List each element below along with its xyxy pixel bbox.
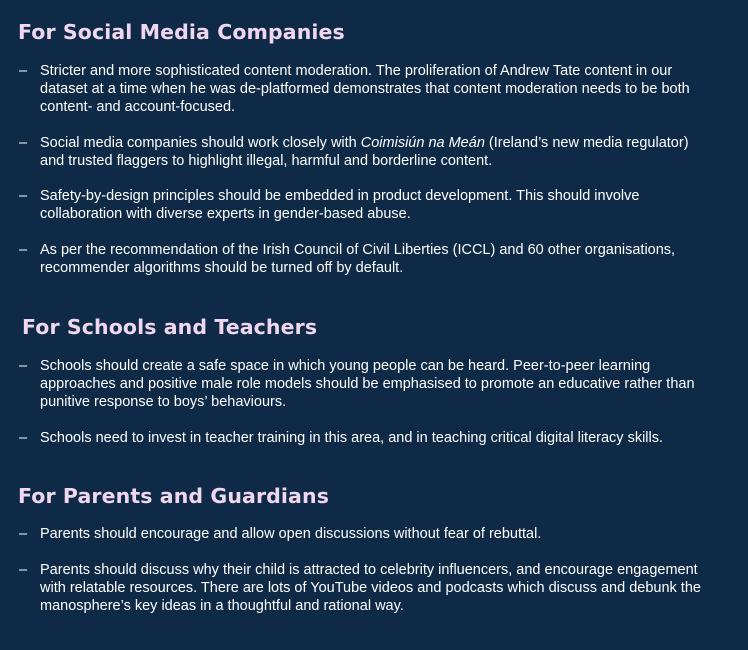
section-social-media: [0, 19, 748, 277]
list-item: [0, 525, 748, 543]
recommendation-list: [0, 357, 748, 447]
list-item-text-start: Social media companies should work closely with: [40, 134, 361, 151]
dash-bullet: –: [19, 526, 28, 542]
list-item-text: As per the recommendation of the Irish Council of Civil Liberties (ICCL) and 60 other organisations, recommender algorithms should be turned off by default.: [40, 241, 676, 276]
dash-bullet: –: [19, 358, 28, 374]
list-item: [0, 561, 748, 615]
regulator-name: Coimisiún na Meán: [360, 134, 485, 151]
list-item-text-end: (Ireland’s new media regulator) and trusted flaggers to highlight illegal, harmful and borderline content.: [40, 134, 689, 169]
dash-bullet: –: [19, 188, 28, 204]
list-item: [0, 429, 748, 447]
list-item-text: Schools need to invest in teacher training in this area, and in teaching critical digital literacy skills.: [40, 429, 664, 446]
recommendation-list: [0, 525, 748, 615]
dash-bullet: –: [19, 429, 28, 446]
list-item-text: Safety-by-design principles should be embedded in product development. This should involve collaboration with diverse experts in gender-based abuse.: [40, 188, 640, 222]
list-item: [0, 62, 748, 116]
list-item: [0, 134, 748, 170]
section-heading: For Parents and Guardians: [18, 484, 329, 508]
dash-bullet: –: [19, 241, 28, 258]
recommendation-list: [0, 62, 748, 277]
dash-bullet: –: [19, 561, 28, 578]
list-item: [0, 357, 748, 411]
section-heading: For Social Media Companies: [18, 20, 345, 44]
dash-bullet: –: [19, 134, 28, 151]
list-item-text: Schools should create a safe space in which young people can be heard. Peer-to-peer learning approaches and positive male role models should be emphasised to promote an educative rather than punitive response to boys’ behaviours.: [40, 358, 695, 410]
section-schools-teachers: [0, 314, 748, 447]
section-heading: For Schools and Teachers: [22, 315, 318, 339]
list-item: [0, 241, 748, 277]
section-parents-guardians: [0, 483, 748, 615]
list-item: [0, 187, 748, 223]
list-item-text: Stricter and more sophisticated content moderation. The proliferation of Andrew Tate content in our dataset at a time when he was de-platformed demonstrates that content moderation needs to be both content- and account-focused.: [40, 63, 690, 115]
list-item-text: Parents should discuss why their child is attracted to celebrity influencers, and encourage engagement with relatable resources. There are lots of YouTube videos and podcasts which discuss and debunk the manosphere’s key ideas in a thoughtful and rational way.: [40, 561, 701, 614]
list-item-text: Parents should encourage and allow open discussions without fear of rebuttal.: [40, 526, 542, 542]
dash-bullet: –: [19, 63, 28, 79]
